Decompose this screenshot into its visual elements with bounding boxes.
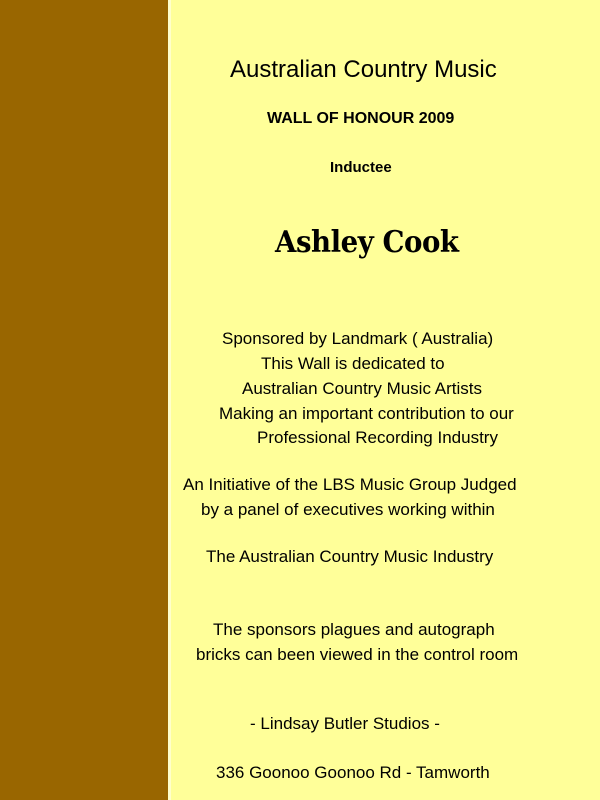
industry-line: Professional Recording Industry [257, 428, 498, 447]
inductee-label: Inductee [330, 159, 392, 176]
document-title: Australian Country Music [230, 56, 497, 83]
studio-line: - Lindsay Butler Studios - [250, 714, 440, 733]
honour-document [171, 0, 600, 800]
music-industry-line: The Australian Country Music Industry [206, 547, 494, 566]
sponsor-line: Sponsored by Landmark ( Australia) [222, 329, 494, 348]
panel-line: by a panel of executives working within [201, 500, 495, 519]
document-subtitle: WALL OF HONOUR 2009 [267, 110, 455, 127]
address-line: 336 Goonoo Goonoo Rd - Tamworth [216, 763, 490, 782]
inductee-name: Ashley Cook [275, 225, 459, 260]
initiative-line: An Initiative of the LBS Music Group Judged [183, 475, 517, 494]
dedication-line: This Wall is dedicated to [261, 354, 445, 373]
control-room-line: bricks can been viewed in the control room [196, 645, 519, 664]
contribution-line: Making an important contribution to our [219, 404, 514, 423]
left-sidebar-band [0, 0, 168, 800]
plaques-line: The sponsors plagues and autograph [213, 620, 495, 639]
artists-line: Australian Country Music Artists [242, 379, 482, 398]
